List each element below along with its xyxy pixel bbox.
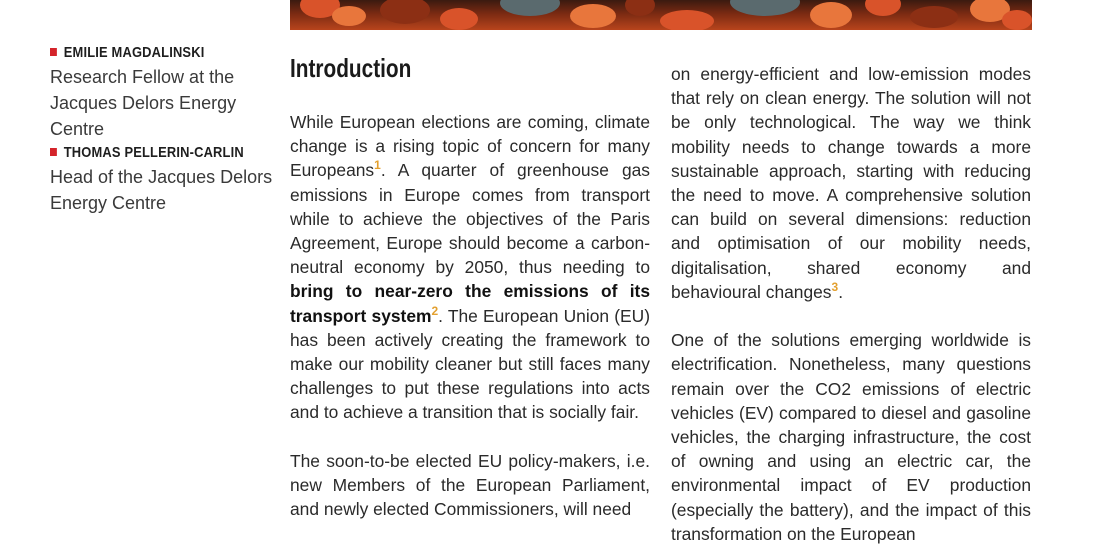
- author-name: EMILIE MAGDALINSKI: [50, 42, 248, 64]
- author-role: Head of the Jacques Delors Energy Centre: [50, 167, 273, 213]
- red-square-bullet-icon: [50, 48, 57, 56]
- footnote-ref[interactable]: 2: [431, 303, 439, 318]
- author-name: THOMAS PELLERIN-CARLIN: [50, 142, 248, 164]
- paragraph: on energy-efficient and low-emission modes that rely on clean energy. The solution will not be only technological. The way we think mobility needs to change towards a more sustainable approach, starting with reducing the need to move. A comprehensive solution can build on several dimensions: reduction and optimisation of our mobility needs, digitalisation, shared economy and behavioural changes$^3$.: [671, 64, 1031, 302]
- footnote-ref[interactable]: 3: [831, 280, 839, 295]
- paragraph: The soon-to-be elected EU policy-makers, i.e. new Members of the European Parliament, and newly elected Commissioners, will need: [290, 450, 650, 520]
- author-list: [50, 42, 280, 216]
- author-role: Research Fellow at the Jacques Delors Energy Centre: [50, 67, 237, 139]
- left-column: [290, 110, 650, 521]
- paragraph: One of the solutions emerging worldwide is electrification. Nonetheless, many questions remain over the CO2 emissions of electric vehicles (EV) compared to diesel and gasoline vehicles, the charging infrastructure, the cost of owning and using an electric car, the environmental impact of EV production (especially the battery), and the impact of this transformation on the European: [671, 330, 1031, 544]
- footnote-ref[interactable]: 1: [374, 158, 381, 173]
- bold-highlight: bring to near-zero the emissions of its transport system: [290, 281, 650, 326]
- header-photo: [290, 0, 1032, 30]
- red-square-bullet-icon: [50, 148, 57, 156]
- right-column: [671, 62, 1031, 546]
- paragraph: While European elections are coming, climate change is a rising topic of concern for many Europeans$^1$. A quarter of greenhouse gas emissions in Europe comes from transport while to achieve the objectives of the Paris Agreement, Europe should become a carbon-neutral economy by 2050, thus needing to bring to near-zero the emissions of its transport system$^2$. The European Union (EU) has been actively creating the framework to make our mobility cleaner but still faces many challenges to put these regulations into acts and to achieve a transition that is socially fair.: [290, 112, 650, 423]
- section-title: Introduction: [290, 53, 412, 83]
